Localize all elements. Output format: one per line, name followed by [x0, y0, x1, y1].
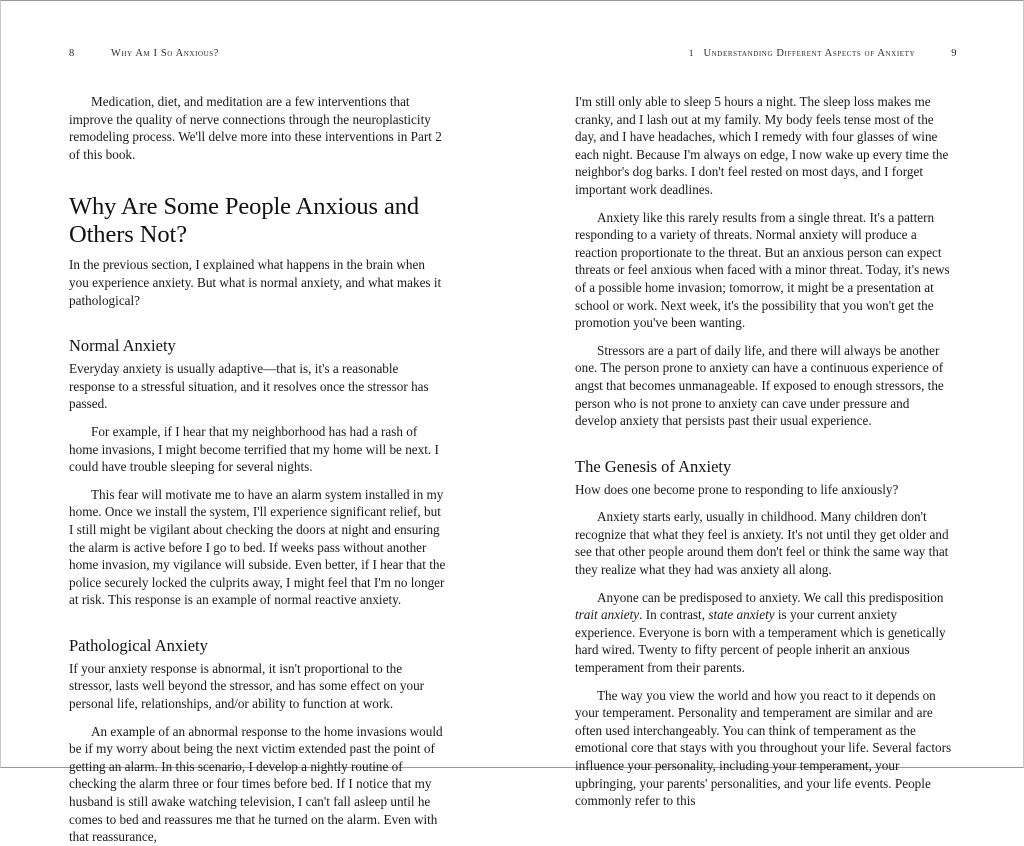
running-head-title-right: Understanding Different Aspects of Anxiety	[703, 48, 916, 59]
sub-heading-normal-anxiety: Normal Anxiety	[69, 336, 176, 356]
paragraph-spacer	[69, 413, 447, 423]
paragraph: If your anxiety response is abnormal, it isn't proportional to the stressor, lasts well beyond the stressor, and has some effect on your personal life, relationships, and/or ability to function at work.	[69, 660, 425, 712]
page-number-right: 9	[951, 48, 957, 59]
paragraph-continuation: I'm still only able to sleep 5 hours a night. The sleep loss makes me cranky, and I lash out at my family. My body feels tense most of the day, and I have headaches, which I remedy with four glasses of wine each night. Because I'm always on edge, I now wake up every time the neighbor's dog barks. I don't feel rested on most days, and I forget important work deadlines.	[575, 94, 949, 197]
paragraph: The way you view the world and how you react to it depends on your temperament. Personality and temperament are similar and are often used interchangeably. You can think of temperament as the emotional core that stays with you throughout your life. Several factors influence your personality, including your temperament, your upbringing, your parents' personalities, and your life events. People commonly refer to this	[575, 687, 952, 809]
paragraph: How does one become prone to responding to life anxiously?	[575, 481, 899, 497]
paragraph: Everyday anxiety is usually adaptive—that is, it's a reasonable response to a stressful situation, and it resolves once the stressor has passed.	[69, 361, 429, 412]
paragraph: Anxiety starts early, usually in childhood. Many children don't recognize that what they feel is anxiety. It's not until they get older and see that other people around them don't feel or think the same way that they realize what they had was anxiety all along.	[575, 509, 949, 578]
paragraph-with-italics: Anyone can be predisposed to anxiety. We call this predisposition trait anxiety. In contrast, state anxiety is your current anxiety experience. Everyone is born with a temperament which is genetically hard wired. Twenty to fifty percent of people inherit an anxious temperament from their parents.	[575, 589, 946, 676]
sub-heading-pathological-anxiety: Pathological Anxiety	[69, 635, 208, 655]
right-page	[513, 1, 1024, 809]
paragraph: Stressors are a part of daily life, and there will always be another one. The person prone to anxiety can have a continuous experience of angst that becomes unmanageable. If exposed to enough stressors, the person who is not prone to anxiety can cave under pressure and develop anxiety that persists past their usual experience.	[575, 342, 944, 429]
paragraph-spacer	[69, 476, 447, 486]
chapter-number: 1	[688, 49, 694, 59]
paragraph-spacer	[575, 579, 953, 589]
left-column-text	[69, 93, 447, 846]
paragraph-spacer	[69, 713, 447, 723]
section-heading-why-are-some-people-anxious: Why Are Some People Anxious and Others Not?	[69, 193, 420, 249]
running-head-left	[69, 48, 453, 64]
paragraph: For example, if I hear that my neighborhood has had a rash of home invasions, I might become terrified that my home will be next. I could have trouble sleeping for several nights.	[69, 423, 439, 475]
paragraph: Anxiety like this rarely results from a single threat. It's a pattern responding to a variety of threats. Normal anxiety will produce a reaction proportionate to the threat. But an anxious person can expect threats or feel anxious when faced with a minor threat. Today, it's news of a possible home invasion; tomorrow, it might be a presentation at school or work. Next week, it's the possibility that you won't get the promotion you've been wanting.	[575, 209, 950, 331]
page-number-left: 8	[69, 48, 75, 59]
paragraph: Medication, diet, and meditation are a few interventions that improve the quality of nerve connections through the neuroplasticity remodeling process. We'll delve more into these interventions in Part 2 of this book.	[69, 94, 442, 162]
right-column-text	[575, 93, 953, 810]
paragraph-spacer	[575, 199, 953, 209]
running-head-right	[573, 48, 957, 64]
left-page	[1, 1, 513, 845]
paragraph: This fear will motivate me to have an alarm system installed in my home. Once we install the system, I'll experience significant relief, but I still might be vigilant about checking the doors at night and ensuring the alarm is active before I go to bed. If weeks pass without another home invasion, my vigilance will subside. Even better, if I hear that the police securely locked the culprits away, I might feel that I'm no longer at risk. This response is an example of normal reactive anxiety.	[69, 486, 446, 608]
paragraph-spacer	[575, 332, 953, 342]
paragraph-spacer	[575, 498, 953, 508]
sub-heading-the-genesis-of-anxiety: The Genesis of Anxiety	[575, 456, 732, 476]
running-head-title-left: Why Am I So Anxious?	[110, 48, 220, 59]
paragraph-spacer	[575, 677, 953, 687]
paragraph: An example of an abnormal response to the home invasions would be if my worry about being the next victim extended past the point of getting an alarm. In this scenario, I develop a nightly routine of checking the alarm three or four times before bed. If I notice that my husband is still awake watching television, I can't fall asleep until he comes to bed and reassures me that he turned on the alarm. Even with that reassurance,	[69, 723, 443, 845]
paragraph: In the previous section, I explained what happens in the brain when you experience anxiety. But what is normal anxiety, and what makes it pathological?	[69, 257, 442, 308]
